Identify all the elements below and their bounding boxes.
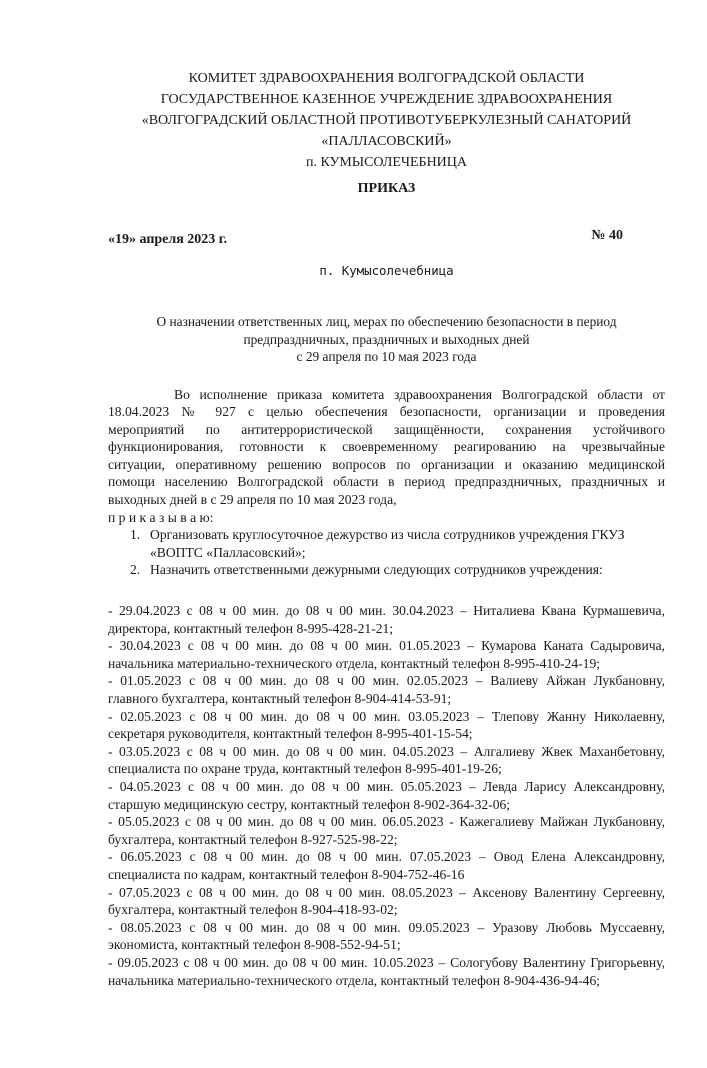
duty-entry <box>108 672 665 707</box>
duty-entry <box>108 884 665 919</box>
duty-entry <box>108 637 665 672</box>
order-number: № 40 <box>591 228 623 243</box>
order-item <box>108 561 665 579</box>
duty-shift: - 07.05.2023 с 08 ч 00 мин. до 08 ч 00 мин. 08.05.2023 – Аксенову Валентину Сергеевну, <box>108 884 665 900</box>
duty-shift: - 01.05.2023 с 08 ч 00 мин. до 08 ч 00 мин. 02.05.2023 – Валиеву Айжан Лукбановну, <box>108 673 665 689</box>
preamble-line: мероприятий по антитеррористической защищённости, сохранения устойчивого <box>108 421 665 437</box>
order-item-number: 1. <box>130 527 141 543</box>
duty-entry <box>108 778 665 813</box>
preamble-line: выходных дней в с 29 апреля по 10 мая 2023 года, <box>108 492 397 508</box>
duty-contact: начальника материально-технического отдела, контактный телефон 8-904-436-94-46; <box>108 972 601 988</box>
institution-name-line2: «ПАЛЛАСОВСКИЙ» <box>321 134 452 149</box>
duty-contact: главного бухгалтера, контактный телефон 8-904-414-53-91; <box>108 691 452 706</box>
duty-shift: - 09.05.2023 с 08 ч 00 мин. до 08 ч 00 мин. 10.05.2023 – Сологубову Валентину Григорьевну, <box>108 954 665 970</box>
order-date: «19» апреля 2023 г. <box>108 232 228 247</box>
duty-shift: - 06.05.2023 с 08 ч 00 мин. до 08 ч 00 мин. 07.05.2023 – Овод Елена Александровну, <box>108 849 665 865</box>
duty-contact: специалиста по охране труда, контактный телефон 8-995-401-19-26; <box>108 761 502 777</box>
preamble-line: Во исполнение приказа комитета здравоохранения Волгоградской области от <box>174 386 665 402</box>
duty-schedule <box>108 602 665 989</box>
duty-shift: - 02.05.2023 с 08 ч 00 мин. до 08 ч 00 мин. 03.05.2023 – Тлепову Жанну Николаевну, <box>108 708 665 724</box>
duty-shift: - 05.05.2023 с 08 ч 00 мин. до 08 ч 00 мин. 06.05.2023 - Кажегалиеву Майжан Лукбановну, <box>108 814 665 830</box>
order-items <box>108 526 665 579</box>
duty-entry <box>108 919 665 954</box>
duty-shift: - 04.05.2023 с 08 ч 00 мин. до 08 ч 00 мин. 05.05.2023 – Левда Ларису Александровну, <box>108 778 665 794</box>
duty-contact: начальника материально-технического отдела, контактный телефон 8-995-410-24-19; <box>108 655 601 671</box>
duty-shift: - 08.05.2023 с 08 ч 00 мин. до 08 ч 00 мин. 09.05.2023 – Уразову Любовь Муссаевну, <box>108 919 665 935</box>
order-item-text: «ВОПТС «Палласовский»; <box>150 544 306 560</box>
order-item-number: 2. <box>130 562 141 578</box>
order-item <box>108 526 665 561</box>
duty-contact: старшую медицинскую сестру, контактный телефон 8-902-364-32-06; <box>108 796 511 812</box>
duty-contact: бухгалтера, контактный телефон 8-904-418-93-02; <box>108 902 398 918</box>
duty-entry <box>108 813 665 848</box>
duty-entry <box>108 743 665 778</box>
duty-entry <box>108 954 665 989</box>
document-type: ПРИКАЗ <box>357 181 416 196</box>
document-page <box>0 68 707 1068</box>
order-item-text: Организовать круглосуточное дежурство из числа сотрудников учреждения ГКУЗ <box>150 527 625 543</box>
order-item-text: Назначить ответственными дежурными следующих сотрудников учреждения: <box>150 562 603 578</box>
duty-contact: секретаря руководителя, контактный телефон 8-995-401-15-54; <box>108 726 473 742</box>
subject-line: О назначении ответственных лиц, мерах по обеспечению безопасности в период <box>156 314 617 329</box>
institution-type: ГОСУДАРСТВЕННОЕ КАЗЕННОЕ УЧРЕЖДЕНИЕ ЗДРАВООХРАНЕНИЯ <box>160 92 613 107</box>
duty-shift: - 30.04.2023 с 08 ч 00 мин. до 08 ч 00 мин. 01.05.2023 – Кумарова Каната Садыровича, <box>108 638 665 654</box>
subject-line: с 29 апреля по 10 мая 2023 года <box>296 349 477 364</box>
order-place: п. Кумысолечебница <box>319 263 454 278</box>
duty-entry <box>108 602 665 637</box>
document-header <box>108 68 665 199</box>
order-word: п р и к а з ы в а ю: <box>108 509 214 525</box>
institution-location: п. КУМЫСОЛЕЧЕБНИЦА <box>305 155 468 170</box>
duty-contact: бухгалтера, контактный телефон 8-927-525-98-22; <box>108 831 398 847</box>
preamble-line: помощи населению Волгоградской области в период предпраздничных, праздничных и <box>108 474 665 490</box>
duty-contact: директора, контактный телефон 8-995-428-21-21; <box>108 620 394 636</box>
duty-contact: экономиста, контактный телефон 8-908-552-94-51; <box>108 937 401 953</box>
committee-name: КОМИТЕТ ЗДРАВООХРАНЕНИЯ ВОЛГОГРАДСКОЙ ОБЛАСТИ <box>188 71 585 86</box>
preamble-line: ситуации, оперативному решению вопросов по организации и оказанию медицинской <box>108 456 665 472</box>
institution-name-line1: «ВОЛГОГРАДСКИЙ ОБЛАСТНОЙ ПРОТИВОТУБЕРКУЛЕЗНЫЙ САНАТОРИЙ <box>141 113 632 128</box>
duty-contact: специалиста по кадрам, контактный телефон 8-904-752-46-16 <box>108 866 465 882</box>
duty-shift: - 03.05.2023 с 08 ч 00 мин. до 08 ч 00 мин. 04.05.2023 – Алгалиеву Жвек Маханбетовну, <box>108 743 665 759</box>
date-number-line <box>108 228 665 252</box>
order-subject <box>108 313 665 366</box>
subject-line: предпраздничных, праздничных и выходных дней <box>243 331 530 347</box>
preamble-line: 18.04.2023 № 927 с целью обеспечения безопасности, организации и проведения <box>108 404 665 420</box>
preamble <box>108 386 665 527</box>
preamble-line: функционирования, готовности к своевременному реагированию на чрезвычайные <box>108 439 665 455</box>
duty-entry <box>108 848 665 883</box>
duty-entry <box>108 708 665 743</box>
duty-shift: - 29.04.2023 с 08 ч 00 мин. до 08 ч 00 мин. 30.04.2023 – Ниталиева Квана Курмашевича, <box>108 603 665 619</box>
